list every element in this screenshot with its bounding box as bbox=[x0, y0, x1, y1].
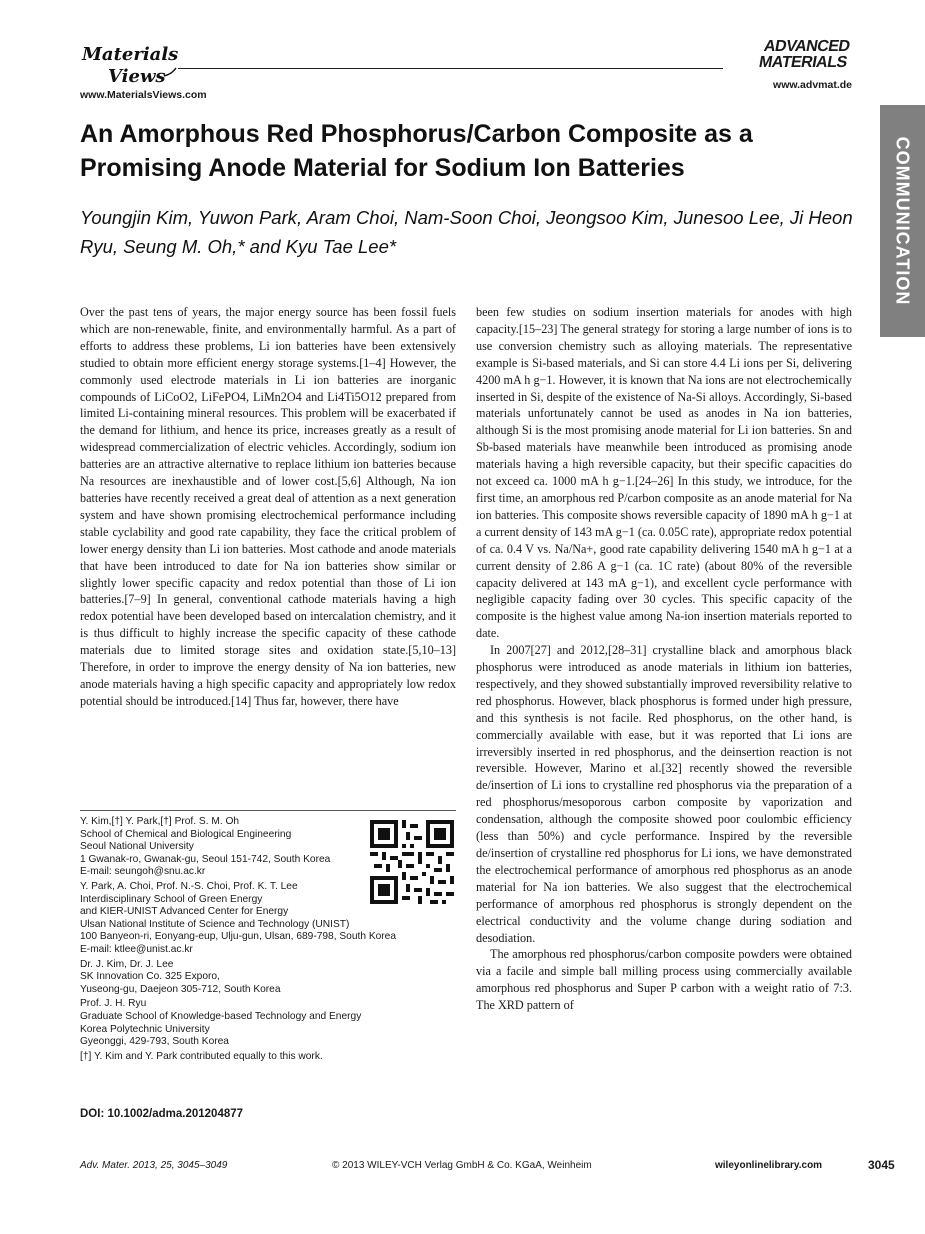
author-list: Youngjin Kim, Yuwon Park, Aram Choi, Nam-Soon Choi, Jeongsoo Kim, Junesoo Lee, Ji Heon Ryu, Seung M. Oh,* and Kyu Tae Lee* bbox=[80, 207, 853, 257]
affiliation-line: Yuseong-gu, Daejeon 305-712, South Korea bbox=[80, 983, 281, 995]
affiliation-email[interactable]: E-mail: seungoh@snu.ac.kr bbox=[80, 866, 206, 878]
body-column-left bbox=[80, 304, 456, 710]
affiliation-line: Y. Park, A. Choi, Prof. N.-S. Choi, Prof. K. T. Lee bbox=[80, 880, 298, 892]
affiliation-line: Korea Polytechnic University bbox=[80, 1023, 210, 1035]
affiliation-line: Graduate School of Knowledge-based Technology and Energy bbox=[80, 1010, 362, 1022]
wiley-online-library-link[interactable]: wileyonlinelibrary.com bbox=[715, 1160, 823, 1171]
logo-line-1: ADVANCED bbox=[762, 38, 851, 55]
materialsviews-logo bbox=[80, 40, 180, 86]
paragraph: The amorphous red phosphorus/carbon composite powders were obtained via a facile and simple ball milling process using commercially available amorphous red phosphorus and Super P carbon with a weight ratio of 7:3. The XRD pattern of bbox=[476, 947, 852, 1013]
qr-code-icon[interactable] bbox=[370, 820, 454, 904]
affiliation-line: School of Chemical and Biological Engineering bbox=[80, 828, 292, 840]
affiliation-line: Interdisciplinary School of Green Energy bbox=[80, 893, 263, 905]
advmat-url[interactable]: www.advmat.de bbox=[773, 79, 852, 91]
affiliation-line: SK Innovation Co. 325 Exporo, bbox=[80, 971, 220, 983]
advanced-materials-logo bbox=[727, 39, 851, 71]
affiliation-note: [†] Y. Kim and Y. Park contributed equally to this work. bbox=[80, 1050, 323, 1062]
section-tab-label: COMMUNICATION bbox=[892, 136, 913, 306]
section-tab bbox=[880, 105, 925, 337]
affiliations bbox=[80, 816, 397, 1063]
header-rule bbox=[178, 68, 723, 69]
paragraph: In 2007[27] and 2012,[28–31] crystalline black and amorphous black phosphorus were introduced as anode materials in lithium ion batteries, respectively, and they showed substantially improved reversibility relative to red phosphorus. However, black phosphorus is formed under high pressure, and this synthesis is not facile. Red phosphorus, on the other hand, is commercially available with ease, but it was reported that Li ions are irreversibly inserted in red phosphorus, and the deinsertion reaction is not reversible. However, Marino et al.[32] recently showed the reversible de/insertion of Li ions to crystalline red phosphorus via the preparation of a red phosphorus/mesoporous carbon composite by vaporization and condensation, although the composite showed poor coulombic efficiency (less than 50%) and cycle performance. Inspired by the reversible de/insertion of crystalline red phosphorus for Li ions, we have demonstrated the electrochemical performance of amorphous red phosphorus as an anode material for Na ion batteries. We also suggest that the electrochemical performance of amorphous red phosphorus is strongly dependent on the electrical conductivity and the volume change during sodiation and desodiation. bbox=[476, 643, 852, 945]
paragraph: been few studies on sodium insertion materials for anodes with high capacity.[15–23] The general strategy for storing a large number of ions is to use conversion chemistry such as alloying materials. The representative example is Si-based materials, and Si can store 4.4 Li ions per Si, delivering 4200 mA h g−1. However, it is known that Na ions are not electrochemically inserted in Si, despite of the existence of Na-Si alloys. Accordingly, Si-based materials unfortunately cannot be used as anodes in Na ion batteries, although Si is the most promising anode material for Li ion batteries. Sn and Sb-based materials have meanwhile been introduced as promising anode materials having a high reversible capacity, but their specific capacities do not exceed ca. 1000 mA h g−1.[24–26] In this study, we introduce, for the first time, an amorphous red P/carbon composite as an anode material for Na ion batteries. This composite shows reversible capacity of 1890 mA h g−1 at a current density of 143 mA g−1 (ca. 0.05C rate), appropriate redox potential of ca. 0.4 V vs. Na/Na+, good rate capability delivering 1540 mA h g−1 at a current density of 2.86 A g−1 (ca. 1C rate) (about 80% of the reversible capacity delivered at 143 mA g−1), and excellent cycle performance with negligible capacity fading over 30 cycles. This specific capacity of the composite is the highest value among Na-ion insertion materials reported to date. bbox=[476, 305, 852, 641]
affiliation-line: Seoul National University bbox=[80, 841, 194, 853]
affiliation-rule bbox=[80, 810, 456, 811]
body-column-right bbox=[476, 304, 852, 1014]
affiliation-email[interactable]: E-mail: ktlee@unist.ac.kr bbox=[80, 943, 193, 955]
svg-text:Views: Views bbox=[108, 66, 166, 86]
page-number: 3045 bbox=[868, 1158, 895, 1172]
affiliation-line: 1 Gwanak-ro, Gwanak-gu, Seoul 151-742, South Korea bbox=[80, 853, 331, 865]
svg-text:Materials: Materials bbox=[82, 44, 179, 65]
affiliation-line: Gyeonggi, 429-793, South Korea bbox=[80, 1036, 229, 1048]
doi[interactable]: DOI: 10.1002/adma.201204877 bbox=[80, 1108, 244, 1120]
affiliation-line: Dr. J. Kim, Dr. J. Lee bbox=[80, 958, 174, 970]
paragraph: Over the past tens of years, the major energy source has been fossil fuels which are non-renewable, finite, and environmentally harmful. As a part of efforts to address these problems, Li ion batteries have been extensively studied to obtain more efficient energy storage systems.[1–4] However, the commonly used electrode materials in Li ion batteries are inorganic compounds of LiCoO2, LiFePO4, LiMn2O4 and Li4Ti5O12 prepared from limited Li-containing mineral resources. This problem will be exacerbated if the demand for lithium, and hence its price, increases greatly as a result of widespread commercialization of electric vehicles. Accordingly, sodium ion batteries are an attractive alternative to replace lithium ion batteries because Na resources are inexhaustible and of lower cost.[5,6] Although, Na ion batteries have recently received a great deal of attention as a next generation system and have shown promising electrochemical performance including stable cyclability and good rate capability, they face the critical problem of lower energy density than Li ion batteries. Most cathode and anode materials that have been introduced to date for Na ion batteries show similar or slightly lower specific capacity and redox potential than those of Li ion batteries.[7–9] In general, conventional cathode materials having a high redox potential have been developed based on intercalation chemistry, and it is thus difficult to highly increase the specific capacity of these cathode materials due to limited storage sites and oxidation state.[5,10–13] Therefore, in order to improve the energy density of Na ion batteries, new anode materials having a high specific capacity and appropriately low redox potential should be introduced.[14] Thus far, however, there have bbox=[80, 305, 456, 708]
copyright: © 2013 WILEY-VCH Verlag GmbH & Co. KGaA, Weinheim bbox=[332, 1160, 592, 1171]
logo-line-2: MATERIALS bbox=[757, 54, 849, 71]
affiliation-line: Y. Kim,[†] Y. Park,[†] Prof. S. M. Oh bbox=[80, 816, 240, 827]
affiliation-line: Ulsan National Institute of Science and Technology (UNIST) bbox=[80, 918, 350, 930]
materialsviews-url[interactable]: www.MaterialsViews.com bbox=[80, 89, 207, 101]
affiliation-line: Prof. J. H. Ryu bbox=[80, 998, 147, 1010]
affiliation-line: 100 Banyeon-ri, Eonyang-eup, Ulju-gun, Ulsan, 689-798, South Korea bbox=[80, 931, 397, 943]
journal-citation: Adv. Mater. 2013, 25, 3045–3049 bbox=[80, 1160, 228, 1171]
article-title: An Amorphous Red Phosphorus/Carbon Composite as a Promising Anode Material for Sodium Ion Batteries bbox=[80, 120, 753, 182]
affiliation-line: and KIER-UNIST Advanced Center for Energy bbox=[80, 906, 289, 918]
